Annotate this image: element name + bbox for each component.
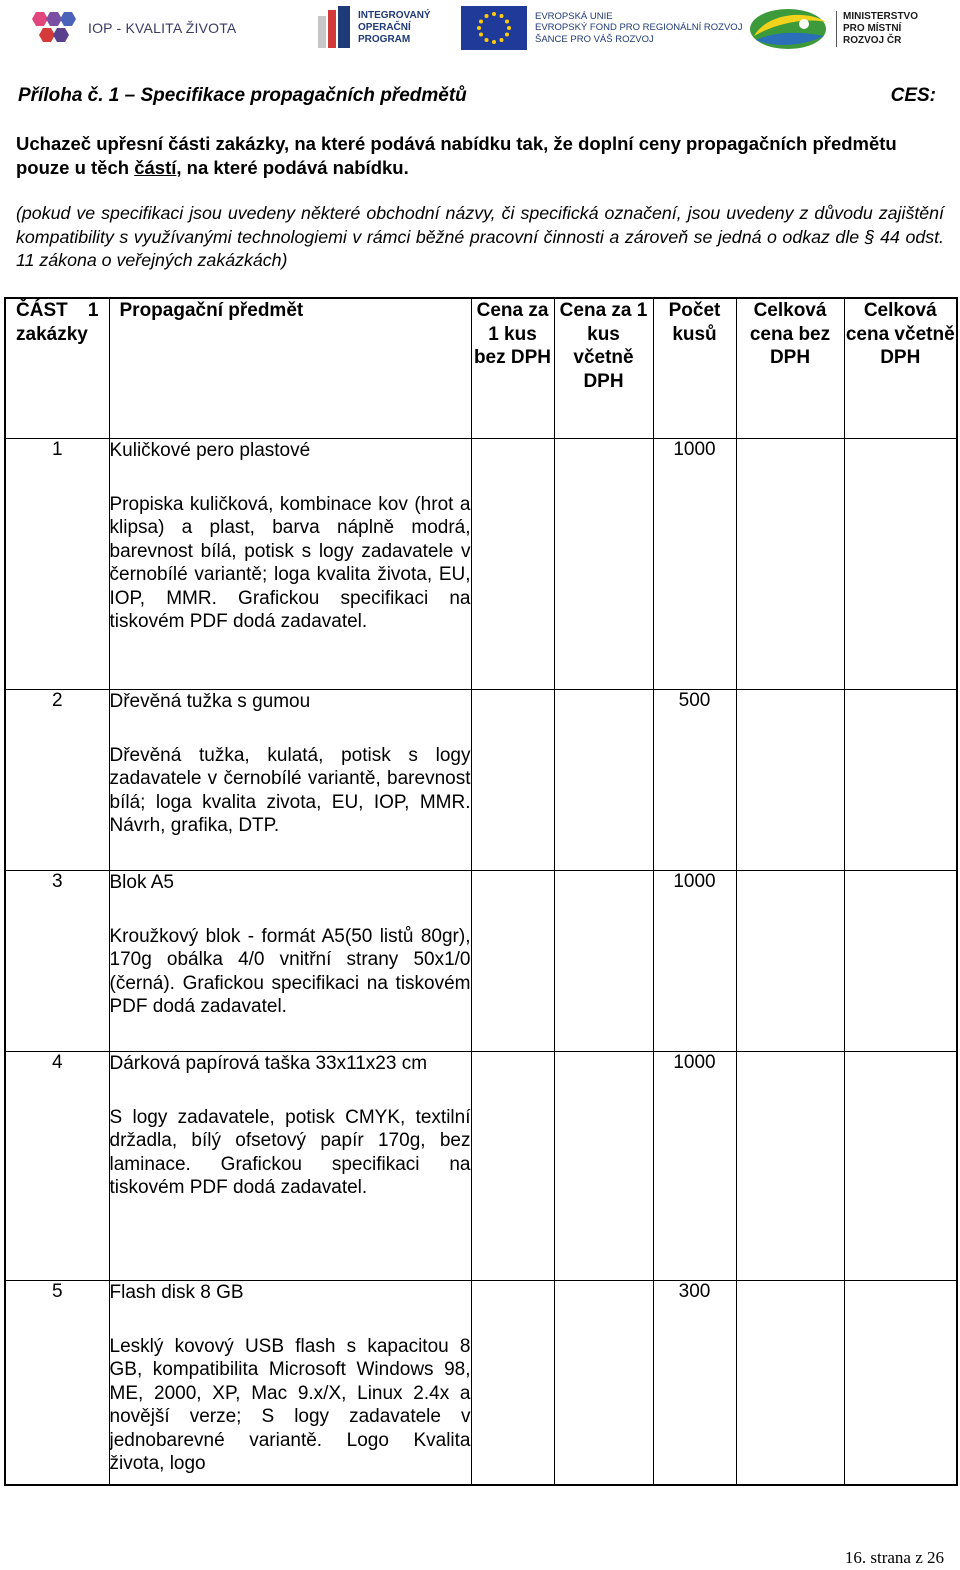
unit-price-vat-cell[interactable] — [554, 1280, 653, 1485]
table-row — [5, 1051, 957, 1280]
header-part: ČÁST 1 zakázky — [5, 298, 109, 438]
unit-price-vat-cell[interactable] — [554, 870, 653, 1051]
count-cell: 1000 — [653, 870, 736, 1051]
row-number: 4 — [5, 1051, 109, 1280]
item-name: Blok A5 — [109, 871, 174, 893]
count-cell: 500 — [653, 689, 736, 870]
mmr-logo-text: MINISTERSTVO PRO MÍSTNÍ ROZVOJ ČR — [836, 11, 918, 47]
header-count: Počet kusů — [653, 298, 736, 438]
specification-table — [4, 297, 958, 1486]
total-vat-cell[interactable] — [844, 689, 957, 870]
unit-price-cell[interactable] — [471, 689, 554, 870]
count-cell: 300 — [653, 1280, 736, 1485]
mmr-logo — [748, 6, 918, 52]
table-row — [5, 438, 957, 689]
header-item: Propagační předmět — [109, 298, 471, 438]
iroz-logo-text: INTEGROVANÝ OPERAČNÍ PROGRAM — [358, 10, 431, 45]
unit-price-cell[interactable] — [471, 1280, 554, 1485]
row-number: 1 — [5, 438, 109, 689]
table-header-row — [5, 298, 957, 438]
total-cell[interactable] — [736, 870, 844, 1051]
unit-price-vat-cell[interactable] — [554, 689, 653, 870]
count-cell: 1000 — [653, 438, 736, 689]
item-name: Dárková papírová taška 33x11x23 cm — [109, 1052, 428, 1074]
item-description: Propiska kuličková, kombinace kov (hrot a klipsa) a plast, barva náplně modrá, barevnost bílá, potisk s logy zadavatele v černobílé variantě; loga kvalita života, EU, IOP, MMR. Grafickou specifikaci na tiskovém PDF dodá zadavatel. — [109, 493, 471, 632]
total-cell[interactable] — [736, 689, 844, 870]
item-cell — [109, 689, 471, 870]
unit-price-vat-cell[interactable] — [554, 1051, 653, 1280]
total-cell[interactable] — [736, 1051, 844, 1280]
item-name: Kuličkové pero plastové — [109, 439, 311, 461]
table-row — [5, 689, 957, 870]
total-cell[interactable] — [736, 1280, 844, 1485]
iop-logo — [28, 10, 236, 46]
item-cell — [109, 870, 471, 1051]
item-description: Lesklý kovový USB flash s kapacitou 8 GB, kompatibilita Microsoft Windows 98, ME, 2000, XP, Mac 9.x/X, Linux 2.4x a novější verze; S logy zadavatele v jednobarevné variantě. Logo Kvalita života, logo — [109, 1335, 471, 1474]
item-cell — [109, 438, 471, 689]
unit-price-vat-cell[interactable] — [554, 438, 653, 689]
eu-logo-text: EVROPSKÁ UNIE EVROPSKÝ FOND PRO REGIONÁLNÍ ROZVOJ ŠANCE PRO VÁŠ ROZVOJ — [535, 10, 743, 45]
attachment-title: Příloha č. 1 – Specifikace propagačních předmětů — [18, 85, 467, 106]
total-vat-cell[interactable] — [844, 1280, 957, 1485]
row-number: 3 — [5, 870, 109, 1051]
header-total: Celková cena bez DPH — [736, 298, 844, 438]
item-description: S logy zadavatele, potisk CMYK, textilní držadla, bílý ofsetový papír 170g, bez laminace. Grafickou specifikaci na tiskovém PDF dodá zadavatel. — [109, 1106, 471, 1198]
row-number: 2 — [5, 689, 109, 870]
total-cell[interactable] — [736, 438, 844, 689]
header-unit-price-vat: Cena za 1 kus včetně DPH — [554, 298, 653, 438]
instruction-text: Uchazeč upřesní části zakázky, na které podává nabídku tak, že doplní ceny propagačních předmětu pouze u těch částí, na které podává nabídku. — [16, 133, 897, 178]
logo-header — [0, 0, 960, 62]
eu-flag-icon — [461, 6, 527, 50]
mmr-swoosh-icon — [748, 6, 830, 52]
instruction-underlined: částí — [134, 157, 177, 178]
legal-note: (pokud ve specifikaci jsou uvedeny některé obchodní názvy, či specifická označení, jsou uvedeny z důvodu zajištění kompatibility s využívanými technologiemi v rámci běžné pracovní činnosti a zároveň se jedná o odkaz dle § 44 odst. 11 zákona o veřejných zakázkách) — [16, 203, 944, 270]
item-description: Dřevěná tužka, kulatá, potisk s logy zadavatele v černobílé variantě, barevnost bílá; loga kvalita zivota, EU, IOP, MMR. Návrh, grafika, DTP. — [109, 744, 471, 836]
attachment-heading — [18, 85, 936, 107]
unit-price-cell[interactable] — [471, 1051, 554, 1280]
count-cell: 1000 — [653, 1051, 736, 1280]
item-cell — [109, 1051, 471, 1280]
total-vat-cell[interactable] — [844, 870, 957, 1051]
total-vat-cell[interactable] — [844, 438, 957, 689]
row-number: 5 — [5, 1280, 109, 1485]
item-description: Kroužkový blok - formát A5(50 listů 80gr), 170g obálka 4/0 vnitřní strany 50x1/0 (černá). Grafickou specifikaci na tiskovém PDF dodá zadavatel. — [109, 925, 471, 1017]
iroz-mark-icon — [318, 6, 354, 50]
table-row — [5, 1280, 957, 1485]
item-name: Flash disk 8 GB — [109, 1281, 244, 1303]
table-row — [5, 870, 957, 1051]
item-cell — [109, 1280, 471, 1485]
header-unit-price: Cena za 1 kus bez DPH — [471, 298, 554, 438]
iroz-logo — [318, 6, 431, 50]
unit-price-cell[interactable] — [471, 438, 554, 689]
eu-logo — [461, 6, 742, 50]
iop-logo-text: IOP - KVALITA ŽIVOTA — [88, 20, 237, 36]
header-total-vat: Celková cena včetně DPH — [844, 298, 957, 438]
hexagon-cluster-icon — [28, 10, 80, 46]
item-name: Dřevěná tužka s gumou — [109, 690, 311, 712]
unit-price-cell[interactable] — [471, 870, 554, 1051]
ces-label: CES: — [890, 85, 936, 106]
page-number: 16. strana z 26 — [844, 1548, 944, 1567]
total-vat-cell[interactable] — [844, 1051, 957, 1280]
